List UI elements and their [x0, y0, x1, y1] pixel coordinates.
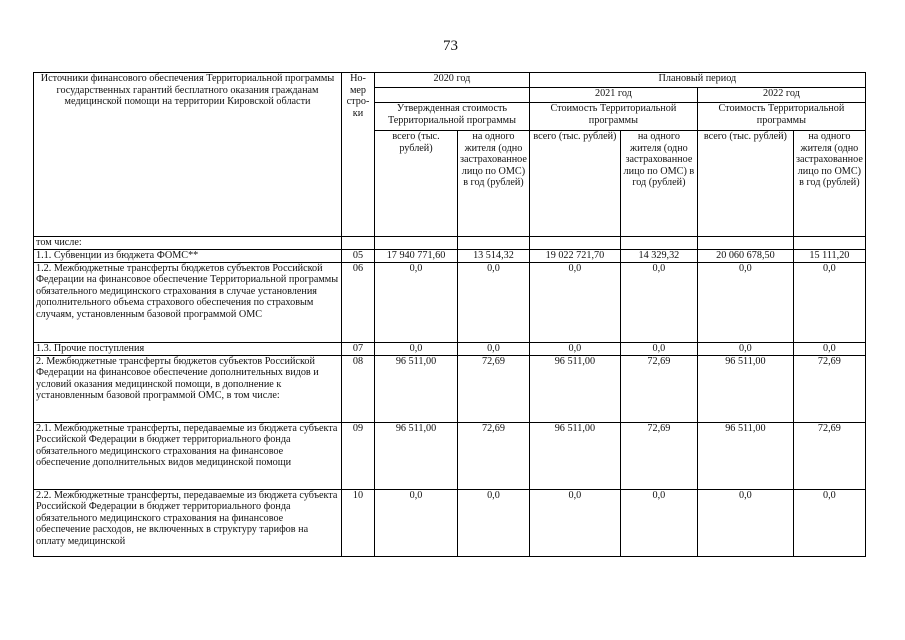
value-2021-total: 96 511,00: [529, 355, 620, 422]
value-2021-total: 96 511,00: [529, 422, 620, 489]
header-total-2022: всего (тыс. рублей): [697, 131, 793, 237]
table-row: [34, 422, 866, 489]
row-name: 2.1. Межбюджетные трансферты, передаваемые из бюджета субъекта Российской Федерации в бюджет территориального фонда обязательного медицинского страхования на финансовое обеспечение дополнительных видов медицинской помощи: [34, 422, 342, 489]
financing-table: [33, 72, 866, 557]
value-2020-total: 17 940 771,60: [375, 249, 458, 262]
value-2020-total: 96 511,00: [375, 422, 458, 489]
table-row: [34, 262, 866, 342]
page-number: 73: [443, 38, 458, 54]
row-number: 05: [342, 249, 375, 262]
row-number: 09: [342, 422, 375, 489]
value-2021-per-capita: 14 329,32: [620, 249, 697, 262]
value-2021-total: 19 022 721,70: [529, 249, 620, 262]
value-2020-total: [375, 237, 458, 250]
table-row: [34, 489, 866, 556]
value-2020-per-capita: 72,69: [458, 422, 530, 489]
header-cost-2022: Стоимость Территориальной программы: [697, 103, 865, 131]
value-2020-total: 0,0: [375, 489, 458, 556]
value-2020-per-capita: 0,0: [458, 489, 530, 556]
table-row: [34, 355, 866, 422]
value-2022-total: 0,0: [697, 489, 793, 556]
row-number: 06: [342, 262, 375, 342]
value-2022-total: 0,0: [697, 262, 793, 342]
header-row-number: Но-мер стро-ки: [342, 73, 375, 237]
header-per-capita-2022: на одного жителя (одно застрахованное лицо по ОМС) в год (рублей): [793, 131, 865, 237]
value-2022-total: [697, 237, 793, 250]
header-blank: [375, 88, 530, 103]
value-2020-total: 96 511,00: [375, 355, 458, 422]
header-year-2022: 2022 год: [697, 88, 865, 103]
value-2022-total: 96 511,00: [697, 355, 793, 422]
header-year-2021: 2021 год: [529, 88, 697, 103]
value-2022-per-capita: 72,69: [793, 355, 865, 422]
value-2022-total: 96 511,00: [697, 422, 793, 489]
header-total-2020: всего (тыс. рублей): [375, 131, 458, 237]
row-name: 1.1. Субвенции из бюджета ФОМС**: [34, 249, 342, 262]
value-2021-per-capita: 0,0: [620, 342, 697, 355]
header-per-capita-2020: на одного жителя (одно застрахованное лицо по ОМС) в год (рублей): [458, 131, 530, 237]
header-approved-cost: Утвержденная стоимость Территориальной программы: [375, 103, 530, 131]
value-2022-per-capita: 0,0: [793, 262, 865, 342]
row-name: 1.3. Прочие поступления: [34, 342, 342, 355]
row-name: 2. Межбюджетные трансферты бюджетов субъектов Российской Федерации на финансовое обеспечение дополнительных видов и условий оказания медицинской помощи, в дополнение к установленным базовой программой ОМС, в том числе:: [34, 355, 342, 422]
value-2022-per-capita: 0,0: [793, 489, 865, 556]
value-2021-total: 0,0: [529, 262, 620, 342]
header-source: Источники финансового обеспечения Территориальной программы государственных гарантий бесплатного оказания гражданам медицинской помощи на территории Кировской области: [34, 73, 342, 237]
value-2022-per-capita: 0,0: [793, 342, 865, 355]
row-number: 07: [342, 342, 375, 355]
value-2022-per-capita: [793, 237, 865, 250]
header-cost-2021: Стоимость Территориальной программы: [529, 103, 697, 131]
value-2021-total: [529, 237, 620, 250]
header-planned-period: Плановый период: [529, 73, 865, 88]
value-2021-per-capita: 72,69: [620, 422, 697, 489]
value-2020-per-capita: 13 514,32: [458, 249, 530, 262]
table-row: [34, 237, 866, 250]
value-2021-total: 0,0: [529, 489, 620, 556]
header-per-capita-2021: на одного жителя (одно застрахованное лицо по ОМС) в год (рублей): [620, 131, 697, 237]
value-2021-per-capita: 0,0: [620, 262, 697, 342]
row-name: 2.2. Межбюджетные трансферты, передаваемые из бюджета субъекта Российской Федерации в бюджет территориального фонда обязательного медицинского страхования на финансовое обеспечение расходов, не включенных в структуру тарифов на оплату медицинской: [34, 489, 342, 556]
value-2020-total: 0,0: [375, 342, 458, 355]
value-2020-per-capita: 72,69: [458, 355, 530, 422]
header-total-2021: всего (тыс. рублей): [529, 131, 620, 237]
value-2020-total: 0,0: [375, 262, 458, 342]
header-year-2020: 2020 год: [375, 73, 530, 88]
value-2021-per-capita: [620, 237, 697, 250]
value-2020-per-capita: [458, 237, 530, 250]
table-row: [34, 342, 866, 355]
value-2021-per-capita: 72,69: [620, 355, 697, 422]
value-2022-total: 0,0: [697, 342, 793, 355]
value-2022-per-capita: 15 111,20: [793, 249, 865, 262]
value-2021-total: 0,0: [529, 342, 620, 355]
row-name: 1.2. Межбюджетные трансферты бюджетов субъектов Российской Федерации на финансовое обеспечение Территориальной программы обязательного медицинского страхования в случае установления дополнительного объема страхового обеспечения по страховым случаям, установленным базовой программой ОМС: [34, 262, 342, 342]
table-row: [34, 249, 866, 262]
row-number: 08: [342, 355, 375, 422]
value-2022-total: 20 060 678,50: [697, 249, 793, 262]
row-name: том числе:: [34, 237, 342, 250]
row-number: [342, 237, 375, 250]
value-2020-per-capita: 0,0: [458, 262, 530, 342]
value-2021-per-capita: 0,0: [620, 489, 697, 556]
value-2020-per-capita: 0,0: [458, 342, 530, 355]
value-2022-per-capita: 72,69: [793, 422, 865, 489]
row-number: 10: [342, 489, 375, 556]
